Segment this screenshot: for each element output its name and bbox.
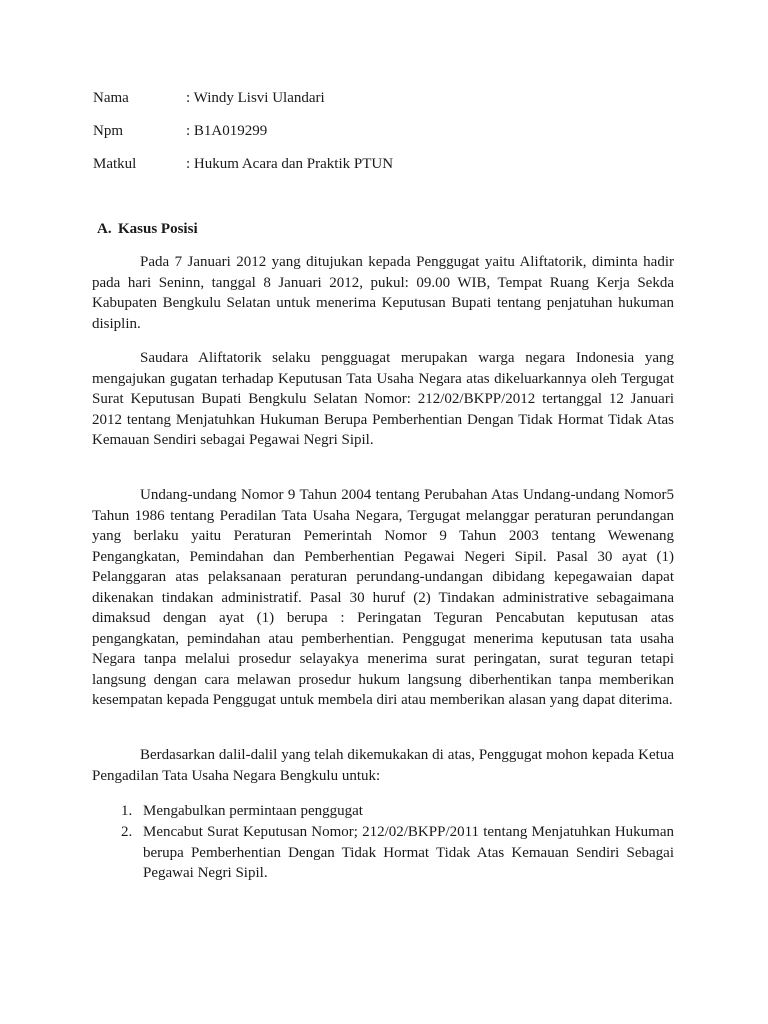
matkul-value: : Hukum Acara dan Praktik PTUN <box>186 156 394 172</box>
npm-row <box>93 121 267 141</box>
section-title: Kasus Posisi <box>118 221 198 237</box>
list-item-number: 2. <box>121 824 133 840</box>
list-item <box>121 822 674 884</box>
matkul-label: Matkul <box>93 156 137 172</box>
npm-value: : B1A019299 <box>186 123 268 139</box>
name-value: : Windy Lisvi Ulandari <box>186 90 325 106</box>
section-heading <box>97 219 198 239</box>
list-item-text: Mencabut Surat Keputusan Nomor; 212/02/BKPP/2011 tentang Menjatuhkan Hukuman berupa Pemberhentian Dengan Tidak Hormat Tidak Atas Kemauan Sendiri Sebagai Pegawai Negri Sipil. <box>143 824 674 881</box>
name-row <box>93 88 325 108</box>
npm-label: Npm <box>93 123 123 139</box>
matkul-row <box>93 154 393 174</box>
name-label: Nama <box>93 90 129 106</box>
list-item-number: 1. <box>121 803 133 819</box>
section-marker: A. <box>97 221 112 237</box>
paragraph-1: Pada 7 Januari 2012 yang ditujukan kepada Penggugat yaitu Aliftatorik, diminta hadir pada hari Seninn, tanggal 8 Januari 2012, pukul: 09.00 WIB, Tempat Ruang Kerja Sekda Kabupaten Bengkulu Selatan untuk menerima Keputusan Bupati tentang penjatuhan hukuman disiplin. <box>92 254 674 332</box>
paragraph-2: Saudara Aliftatorik selaku pengguagat merupakan warga negara Indonesia yang mengajukan gugatan terhadap Keputusan Tata Usaha Negara atas dikeluarkannya oleh Tergugat Surat Keputusan Bupati Bengkulu Selatan Nomor: 212/02/BKPP/2012 tertanggal 12 Januari 2012 tentang Menjatuhkan Hukuman Berupa Pemberhentian Dengan Tidak Hormat Tidak Atas Kemauan Sendiri sebagai Pegawai Negri Sipil. <box>92 350 674 448</box>
list-item-text: Mengabulkan permintaan penggugat <box>143 803 363 819</box>
paragraph-4: Berdasarkan dalil-dalil yang telah dikemukakan di atas, Penggugat mohon kepada Ketua Pengadilan Tata Usaha Negara Bengkulu untuk: <box>92 747 674 784</box>
list-item <box>121 801 674 822</box>
paragraph-3: Undang-undang Nomor 9 Tahun 2004 tentang Perubahan Atas Undang-undang Nomor5 Tahun 1986 tentang Peradilan Tata Usaha Negara, Tergugat melanggar peraturan perundangan yang berlaku yaitu Peraturan Pemerintah Nomor 9 Tahun 2003 tentang Wewenang Pengangkatan, Pemindahan dan Pemberhentian Pegawai Negeri Sipil. Pasal 30 ayat (1) Pelanggaran atas pelaksanaan peraturan perundang-undangan dibidang kepegawaian dapat dikenakan tindakan administratif. Pasal 30 huruf (2) Tindakan administrative sebagaimana dimaksud dengan ayat (1) berupa : Peringatan Teguran Pencabutan keputusan atas pengangkatan, pemindahan atau pemberhentian. Penggugat menerima keputusan tata usaha Negara tanpa melalui prosedur selayakya menerima surat peringatan, surat teguran tetapi langsung dengan cara melawan prosedur hukum langsung diberhentikan tanpa memberikan kesempatan kepada Penggugat untuk membela diri atau memberikan alasan yang dapat diterima. <box>92 487 674 708</box>
